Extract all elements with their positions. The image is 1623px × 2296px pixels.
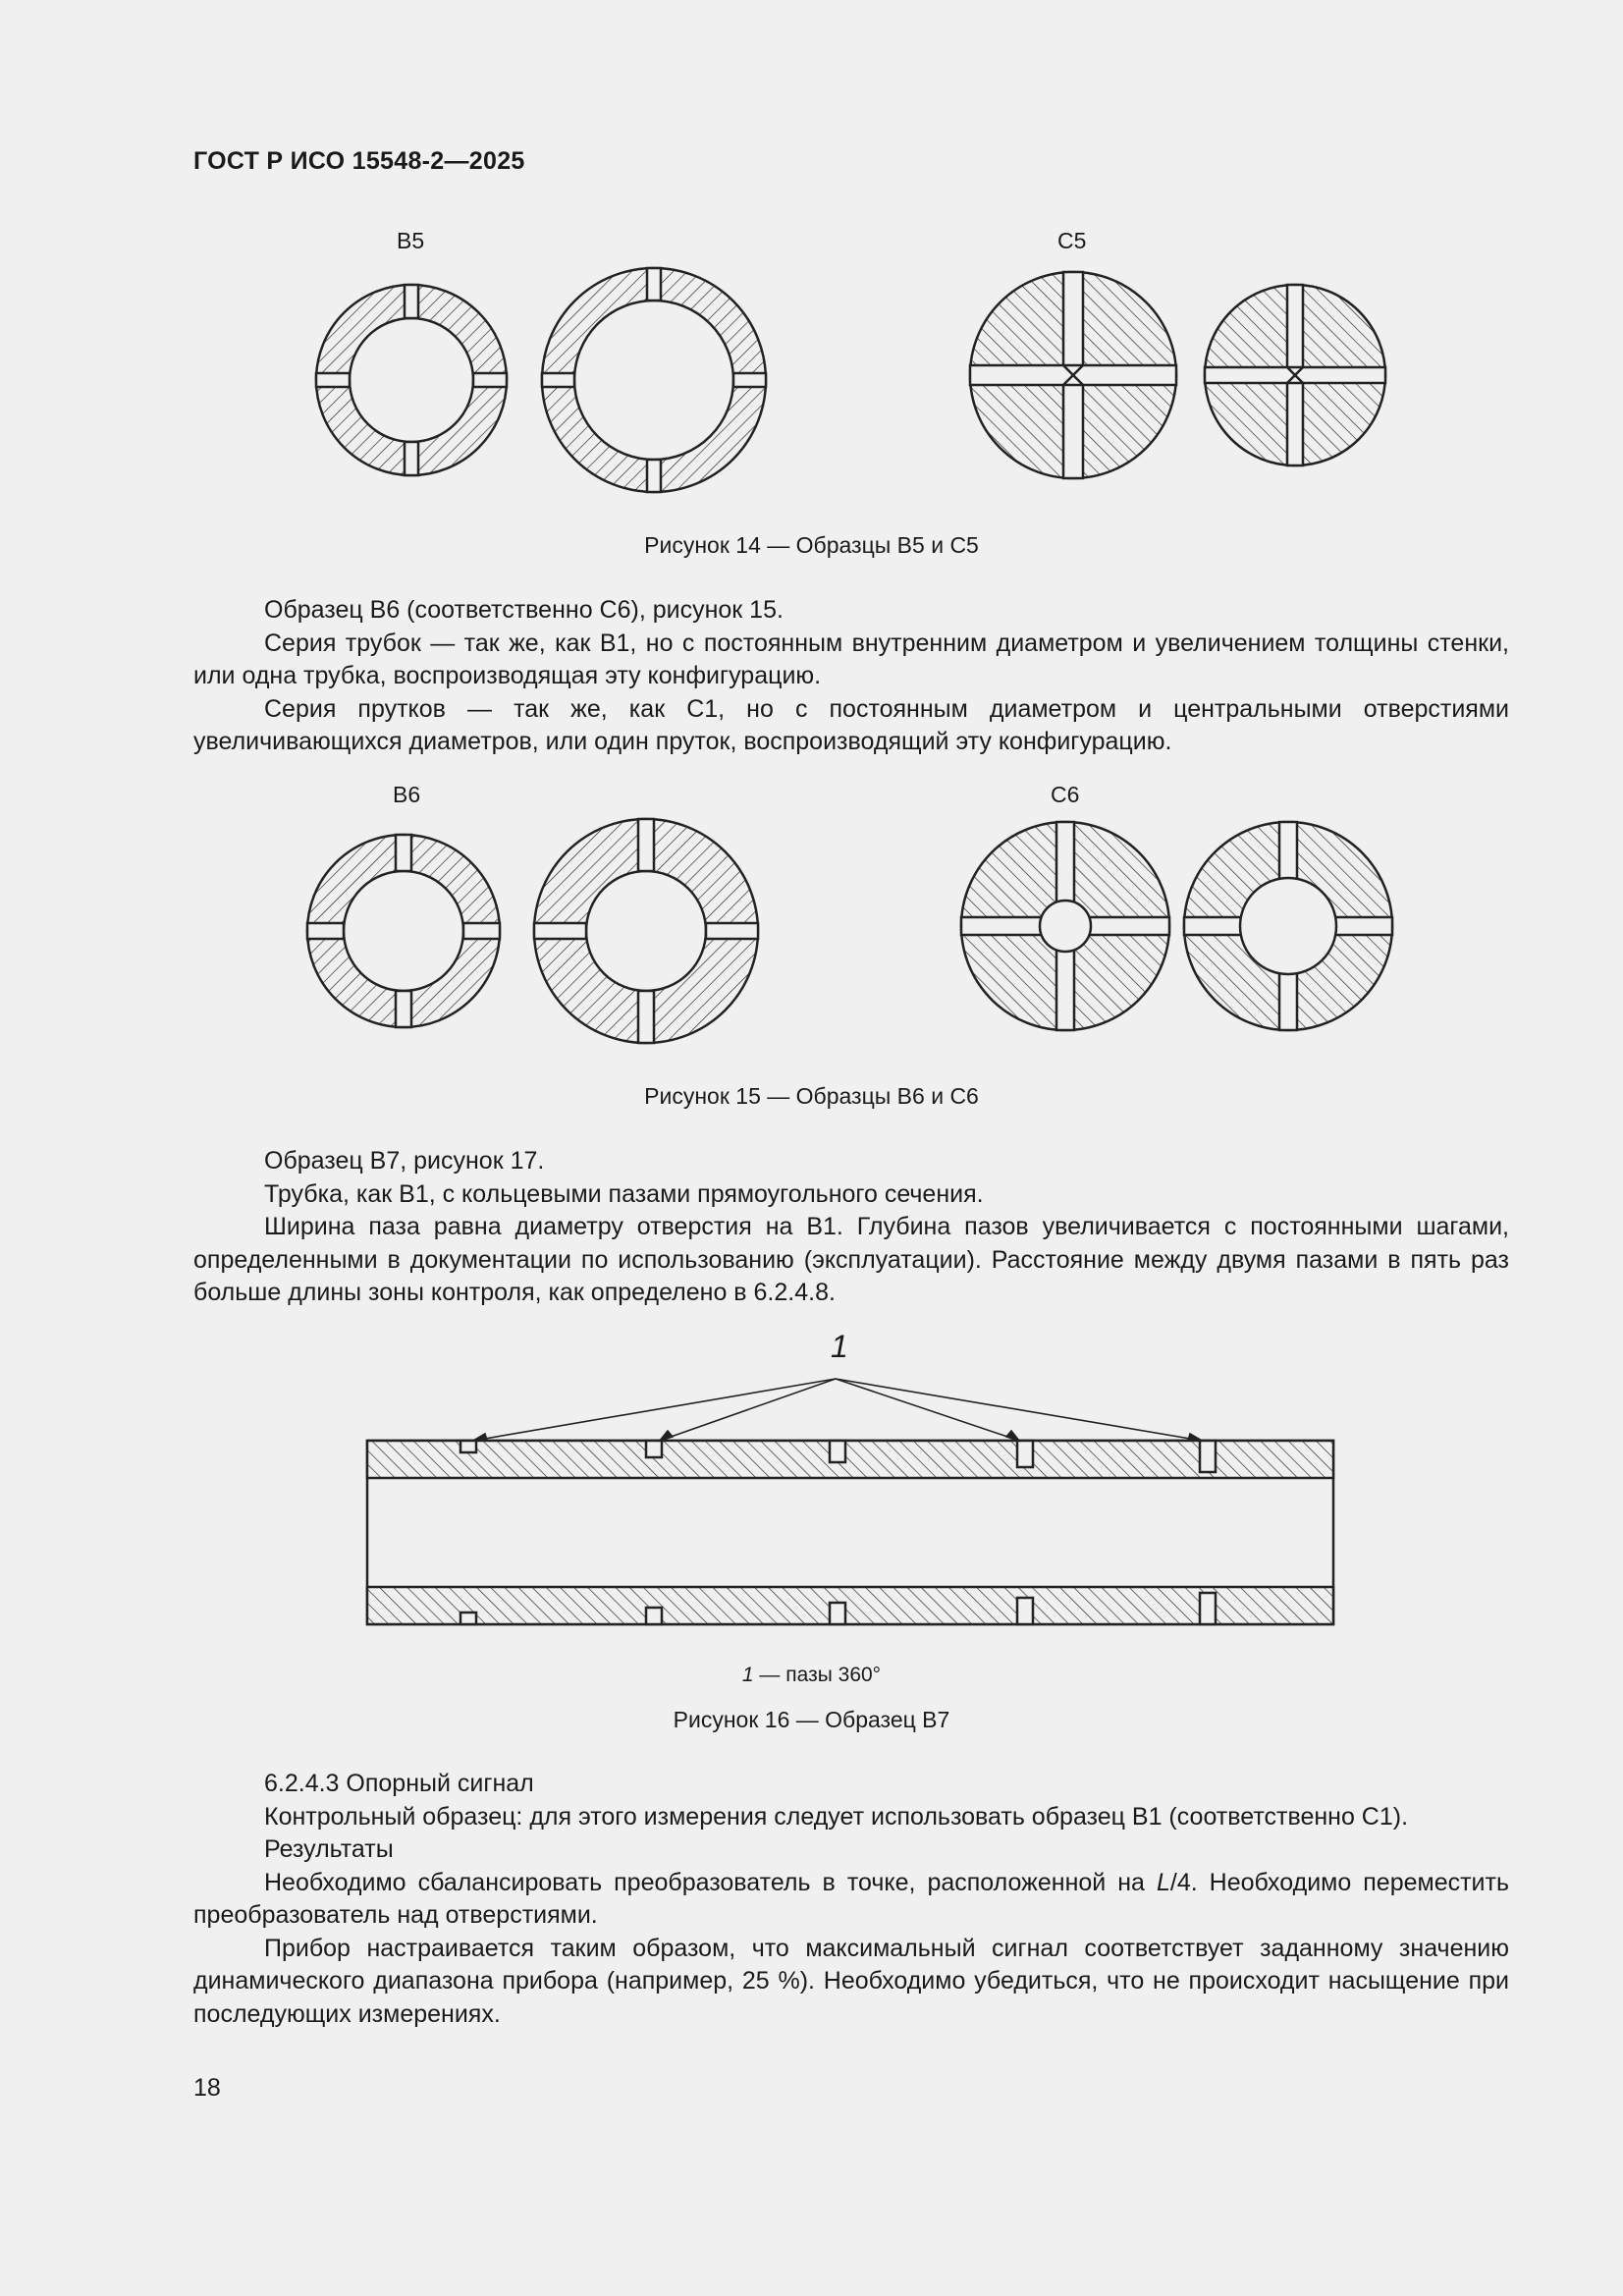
paragraph: Прибор настраивается таким образом, что максимальный сигнал соответствует заданному значению динамического диапазона прибора (например, 25 %). Необходимо убедиться, что не происходит насыщение при последующих измерениях. [193,1934,1509,2028]
b6-small-ring [307,835,500,1027]
paragraph [193,1867,1509,1933]
b5-small-ring [316,285,507,475]
text-block-b6 [193,594,1509,759]
legend-text: — пазы 360° [753,1664,882,1686]
paragraph: Серия трубок — так же, как B1, но с постоянным внутренним диаметром и увеличением толщины стенки, или одна трубка, воспроизводящая эту конфигурацию. [193,629,1509,689]
callout-leader-lines [473,1379,1202,1441]
paragraph: Результаты [264,1835,394,1863]
c6-small-hole-bar [961,822,1169,1030]
c5-large-bar [970,272,1176,478]
paragraph: Образец B7, рисунок 17. [264,1147,545,1175]
section-heading: 6.2.4.3 Опорный сигнал [264,1770,534,1797]
variable-L: L [1156,1868,1170,1896]
text-block-reference-signal [193,1768,1509,2031]
text-block-b7 [193,1145,1509,1310]
figure16-legend [0,1664,1623,1687]
paragraph: Ширина паза равна диаметру отверстия на B1. Глубина пазов увеличивается с постоянными шагами, определенными в документации по использованию (эксплуатации). Расстояние между двумя пазами в пять раз больше длины зоны контроля, как определено в 6.2.4.8. [193,1213,1509,1306]
c6-large-hole-bar [1184,822,1392,1030]
document-header: ГОСТ Р ИСО 15548-2—2025 [193,147,525,175]
figure16-caption: Рисунок 16 — Образец B7 [673,1707,950,1732]
figure15-label-c6: C6 [1051,782,1080,807]
figure16-callout-number: 1 [831,1329,848,1364]
figure14-label-c5: C5 [1057,228,1087,253]
paragraph-text: Необходимо сбалансировать преобразователь в точке, расположенной на [264,1868,1157,1896]
figure14-caption: Рисунок 14 — Образцы B5 и C5 [644,532,979,558]
paragraph: Контрольный образец: для этого измерения следует использовать образец B1 (соответственно C1). [264,1802,1409,1831]
figure14-label-b5: B5 [397,228,425,253]
legend-number: 1 [741,1664,754,1686]
paragraph: Серия прутков — так же, как C1, но с постоянным диаметром и центральными отверстиями увеличивающихся диаметров, или один пруток, воспроизводящий эту конфигурацию. [193,694,1509,755]
paragraph-text: /4. Необходимо переместить преобразователь над отверстиями. [193,1868,1509,1929]
figure15-label-b6: B6 [393,782,421,807]
figure15-caption: Рисунок 15 — Образцы B6 и C6 [644,1083,979,1109]
page-number: 18 [193,2074,221,2102]
b6-large-ring [534,819,758,1043]
paragraph: Трубка, как B1, с кольцевыми пазами прямоугольного сечения. [264,1179,984,1208]
paragraph: Образец B6 (соответственно C6), рисунок 15. [264,596,784,624]
b5-large-ring [542,268,766,492]
b7-tube-drawing [367,1441,1333,1624]
c5-small-bar [1205,285,1385,465]
